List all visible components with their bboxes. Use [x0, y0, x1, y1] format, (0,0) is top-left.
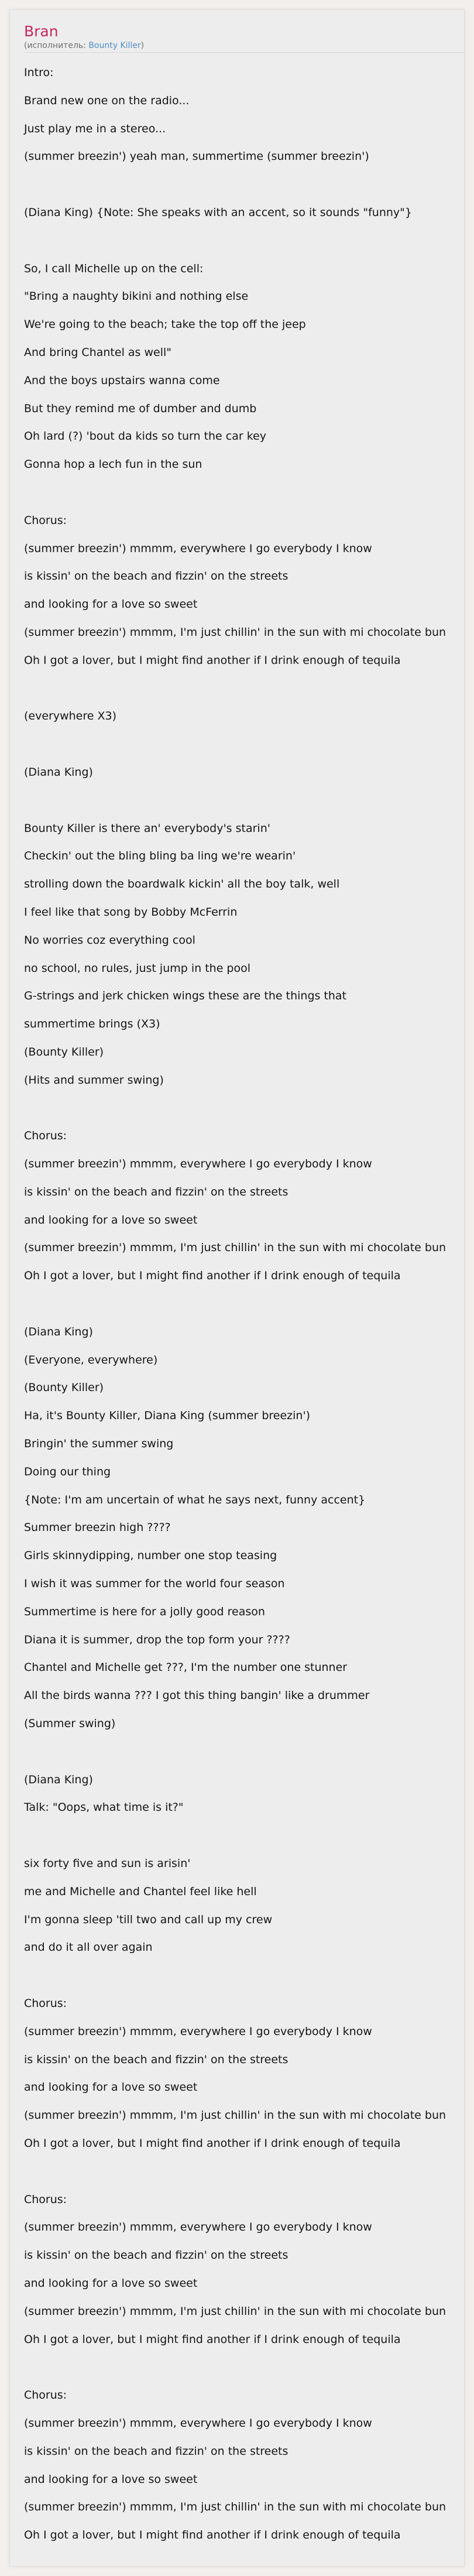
lyric-line	[24, 171, 465, 199]
lyric-line: (summer breezin') mmmm, everywhere I go everybody I know	[24, 2221, 372, 2234]
lyric-line: is kissin' on the beach and fizzin' on the streets	[24, 570, 288, 583]
lyric-line: Chantel and Michelle get ???, I'm the number one stunner	[24, 1661, 348, 1674]
lyric-line: (Hits and summer swing)	[24, 1073, 164, 1087]
lyric-line: Oh I got a lover, but I might find another if I drink enough of tequila	[24, 1269, 401, 1283]
lyric-line: Bounty Killer is there an' everybody's starin'	[24, 821, 270, 835]
lyric-line: and do it all over again	[24, 1941, 153, 1954]
lyric-line: (summer breezin') mmmm, everywhere I go everybody I know	[24, 2025, 372, 2038]
artist-line	[24, 40, 144, 51]
lyric-line: (summer breezin') mmmm, everywhere I go everybody I know	[24, 2416, 372, 2430]
lyric-line: (summer breezin') mmmm, I'm just chillin' in the sun with mi chocolate bun	[24, 625, 446, 639]
lyric-line: Chorus:	[24, 1996, 67, 2010]
lyric-line: I'm gonna sleep 'till two and call up my crew	[24, 1913, 273, 1926]
lyric-line: is kissin' on the beach and fizzin' on the streets	[24, 2249, 288, 2262]
lyric-line: (Diana King)	[24, 1773, 93, 1786]
lyric-line: I wish it was summer for the world four season	[24, 1577, 285, 1591]
lyric-line: Oh I got a lover, but I might find another if I drink enough of tequila	[24, 653, 401, 667]
lyric-line: (everywhere X3)	[24, 710, 117, 723]
lyric-line: (summer breezin') mmmm, everywhere I go everybody I know	[24, 542, 372, 555]
lyric-line	[24, 1094, 465, 1122]
lyric-line: G-strings and jerk chicken wings these are the things that	[24, 989, 347, 1003]
lyric-line: Oh I got a lover, but I might find another if I drink enough of tequila	[24, 2136, 401, 2150]
lyric-line: strolling down the boardwalk kickin' all the boy talk, well	[24, 878, 340, 891]
lyric-line: And bring Chantel as well"	[24, 345, 171, 359]
lyric-line: Ha, it's Bounty Killer, Diana King (summer breezin')	[24, 1409, 311, 1423]
lyric-line: and looking for a love so sweet	[24, 2472, 198, 2486]
lyric-line: Talk: "Oops, what time is it?"	[24, 1801, 184, 1814]
lyric-line: (Summer swing)	[24, 1717, 116, 1731]
lyric-line: Oh I got a lover, but I might find another if I drink enough of tequila	[24, 2529, 401, 2542]
lyrics-page	[9, 9, 465, 2567]
lyric-line	[24, 1962, 465, 1990]
lyric-line: Checkin' out the bling bling ba ling we're wearin'	[24, 849, 296, 863]
lyric-line: Chorus:	[24, 2389, 67, 2402]
lyric-line: (Diana King)	[24, 765, 93, 779]
lyric-line	[24, 787, 465, 815]
lyric-line	[24, 731, 465, 759]
lyric-line: Summertime is here for a jolly good reason	[24, 1605, 265, 1618]
lyric-line: (Bounty Killer)	[24, 1381, 104, 1395]
lyric-line: Gonna hop a lech fun in the sun	[24, 458, 202, 471]
lyric-line: and looking for a love so sweet	[24, 1213, 198, 1227]
lyric-line: I feel like that song by Bobby McFerrin	[24, 905, 238, 919]
lyric-line: is kissin' on the beach and fizzin' on the streets	[24, 2053, 288, 2066]
lyric-line: Just play me in a stereo...	[24, 122, 166, 135]
lyric-line: Oh I got a lover, but I might find another if I drink enough of tequila	[24, 2332, 401, 2346]
lyric-line	[24, 1738, 465, 1766]
lyric-line: We're going to the beach; take the top off the jeep	[24, 318, 306, 331]
artist-prefix: (исполнитель:	[24, 41, 89, 50]
lyric-line: Brand new one on the radio...	[24, 94, 190, 107]
lyric-line: All the birds wanna ??? I got this thing bangin' like a drummer	[24, 1689, 370, 1703]
lyric-line: (Everyone, everywhere)	[24, 1353, 158, 1366]
lyric-line	[24, 227, 465, 255]
lyric-line: (summer breezin') mmmm, I'm just chillin' in the sun with mi chocolate bun	[24, 2500, 446, 2514]
lyric-line: (summer breezin') mmmm, I'm just chillin' in the sun with mi chocolate bun	[24, 2304, 446, 2318]
lyric-line: (summer breezin') mmmm, I'm just chillin' in the sun with mi chocolate bun	[24, 2109, 446, 2122]
lyric-line: (summer breezin') mmmm, I'm just chillin' in the sun with mi chocolate bun	[24, 1241, 446, 1255]
lyric-line: me and Michelle and Chantel feel like hell	[24, 1885, 257, 1898]
lyric-line: is kissin' on the beach and fizzin' on the streets	[24, 2444, 288, 2458]
lyric-line: "Bring a naughty bikini and nothing else	[24, 290, 249, 303]
lyric-line: Girls skinnydipping, number one stop teasing	[24, 1549, 277, 1563]
header-divider	[24, 52, 464, 53]
lyrics-body	[24, 59, 465, 2550]
artist-link[interactable]: Bounty Killer	[88, 41, 141, 50]
lyric-line: Diana it is summer, drop the top form your ????	[24, 1633, 290, 1646]
lyric-line: Intro:	[24, 66, 54, 79]
lyric-line	[24, 2354, 465, 2382]
lyric-line: (Diana King)	[24, 1325, 93, 1338]
lyric-line	[24, 479, 465, 507]
lyric-line: six forty five and sun is arisin'	[24, 1857, 191, 1870]
lyric-line: No worries coz everything cool	[24, 933, 195, 947]
lyric-line: Bringin' the summer swing	[24, 1437, 174, 1451]
lyric-line: Doing our thing	[24, 1465, 111, 1478]
lyric-line: Chorus:	[24, 2193, 67, 2206]
lyric-line: Chorus:	[24, 1129, 67, 1143]
lyric-line: Summer breezin high ????	[24, 1521, 171, 1534]
lyric-line: {Note: I'm am uncertain of what he says next, funny accent}	[24, 1493, 366, 1506]
lyric-line: (summer breezin') mmmm, everywhere I go everybody I know	[24, 1157, 372, 1171]
lyric-line: and looking for a love so sweet	[24, 2081, 198, 2094]
lyric-line: no school, no rules, just jump in the pool	[24, 961, 251, 975]
lyric-line: But they remind me of dumber and dumb	[24, 402, 257, 415]
lyric-line: Oh lard (?) 'bout da kids so turn the car key	[24, 430, 266, 443]
lyric-line	[24, 1290, 465, 1318]
lyric-line: (Bounty Killer)	[24, 1045, 104, 1059]
artist-suffix: )	[140, 41, 145, 50]
lyric-line: is kissin' on the beach and fizzin' on the streets	[24, 1185, 288, 1198]
lyric-line: (Diana King) {Note: She speaks with an accent, so it sounds "funny"}	[24, 205, 412, 219]
lyric-line: and looking for a love so sweet	[24, 2276, 198, 2290]
lyric-line	[24, 675, 465, 703]
lyric-line: summertime brings (X3)	[24, 1018, 160, 1031]
lyric-line: So, I call Michelle up on the cell:	[24, 262, 204, 275]
lyric-line	[24, 1822, 465, 1850]
lyric-line: and looking for a love so sweet	[24, 598, 198, 611]
song-header	[10, 10, 464, 52]
lyric-line: Chorus:	[24, 513, 67, 527]
song-title: Bran	[24, 23, 59, 40]
lyric-line: And the boys upstairs wanna come	[24, 374, 220, 387]
lyric-line	[24, 2158, 465, 2186]
lyric-line: (summer breezin') yeah man, summertime (summer breezin')	[24, 150, 369, 163]
